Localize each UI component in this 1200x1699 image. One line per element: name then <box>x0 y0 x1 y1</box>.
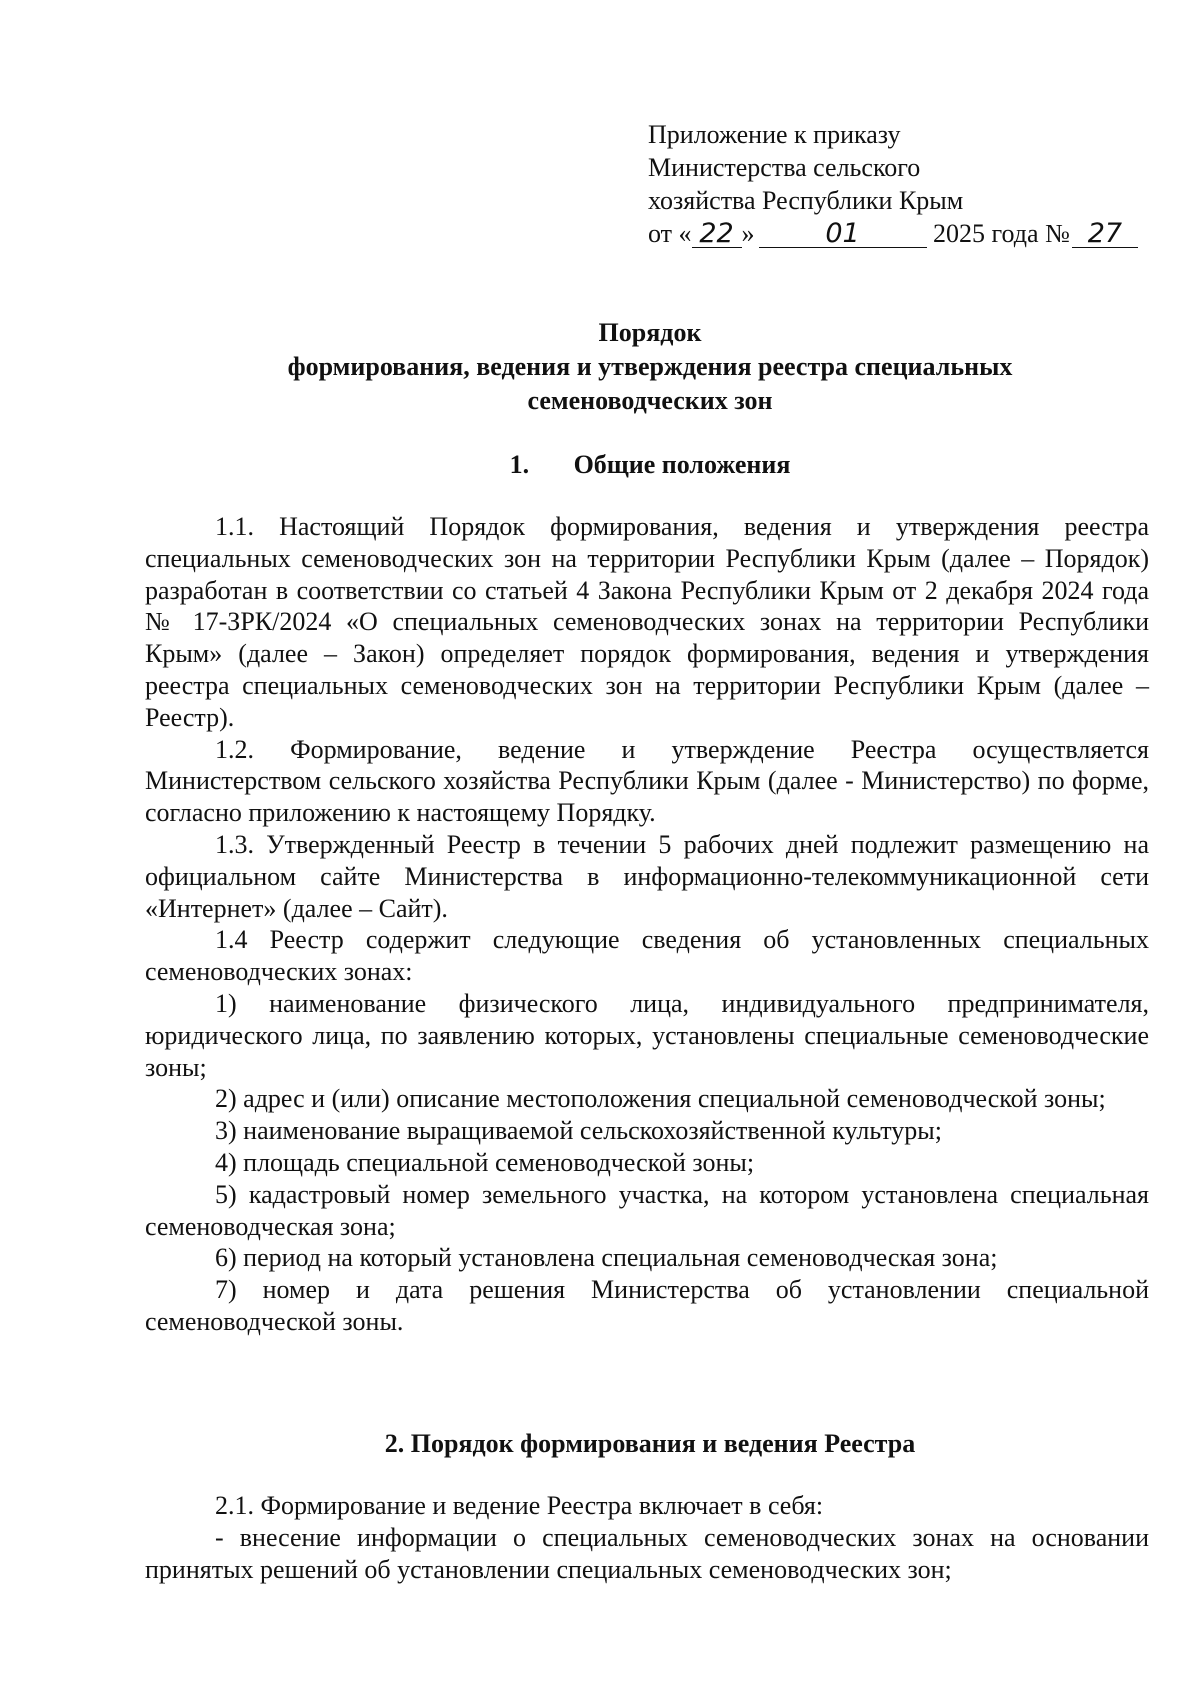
date-day-handwritten: 22 <box>699 218 734 249</box>
date-quote-close: » <box>741 219 755 248</box>
list-item-1: 1) наименование физического лица, индивидуального предпринимателя, юридического лица, по заявлению которых, установлены специальные семеноводческие зоны; <box>145 988 1149 1082</box>
list-item-3: 3) наименование выращиваемой сельскохозяйственной культуры; <box>215 1116 942 1146</box>
section-1-heading <box>140 450 1160 480</box>
title-line-3: семеноводческих зон <box>527 386 773 415</box>
paragraph-2-1-item: - внесение информации о специальных семеноводческих зонах на основании принятых решений об установлении специальных семеноводческих зон; <box>145 1522 1149 1584</box>
paragraph-1-4: 1.4 Реестр содержит следующие сведения об установленных специальных семеноводческих зонах: <box>145 925 1149 987</box>
title-line-1: Порядок <box>598 318 702 347</box>
list-item-2: 2) адрес и (или) описание местоположения специальной семеноводческой зоны; <box>215 1084 1106 1114</box>
paragraph-1-1: 1.1. Настоящий Порядок формирования, ведения и утверждения реестра специальных семеноводческих зон на территории Республики Крым (далее – Порядок) разработан в соответствии со статьей 4 Закона Республики Крым от 2 декабря 2024 года № 17-ЗРК/2024 «О специальных семеноводческих зонах на территории Республики Крым» (далее – Закон) определяет порядок формирования, ведения и утверждения реестра специальных семеноводческих зон на территории Республики Крым (далее – Реестр). <box>145 512 1149 732</box>
paragraph-2-1: 2.1. Формирование и ведение Реестра включает в себя: <box>215 1491 824 1520</box>
section-1-body <box>145 511 1149 1338</box>
section-1-title: Общие положения <box>573 450 791 479</box>
date-year-text: 2025 года № <box>933 219 1070 248</box>
date-month-handwritten: 01 <box>825 218 860 249</box>
approval-date-line <box>648 217 1148 250</box>
section-2-body <box>145 1490 1149 1585</box>
date-prefix: от « <box>648 219 692 248</box>
approval-header <box>648 118 1148 250</box>
paragraph-1-2: 1.2. Формирование, ведение и утверждение Реестра осуществляется Министерством сельского хозяйства Республики Крым (далее - Министерство) по форме, согласно приложению к настоящему Порядку. <box>145 734 1149 828</box>
date-month-field <box>759 218 927 249</box>
approval-line-2: Министерства сельского <box>648 153 921 182</box>
approval-line-1: Приложение к приказу <box>648 120 901 149</box>
order-number-handwritten: 27 <box>1087 218 1123 249</box>
list-item-6: 6) период на который установлена специальная семеноводческая зона; <box>215 1243 998 1273</box>
paragraph-1-3: 1.3. Утвержденный Реестр в течении 5 рабочих дней подлежит размещению на официальном сайте Министерства в информационно-телекоммуникационной сети «Интернет» (далее – Сайт). <box>145 829 1149 923</box>
section-2-heading: 2. Порядок формирования и ведения Реестра <box>384 1429 916 1458</box>
order-number-field <box>1072 218 1138 249</box>
date-day-field <box>692 218 742 249</box>
list-item-5: 5) кадастровый номер земельного участка, на котором установлена специальная семеноводческая зона; <box>145 1179 1149 1241</box>
list-item-4: 4) площадь специальной семеноводческой зоны; <box>215 1147 755 1177</box>
approval-line-3: хозяйства Республики Крым <box>648 186 964 215</box>
list-item-7: 7) номер и дата решения Министерства об установлении специальной семеноводческой зоны. <box>145 1275 1149 1336</box>
title-line-2: формирования, ведения и утверждения реестра специальных <box>287 352 1013 381</box>
section-1-number: 1. <box>509 450 530 479</box>
document-title <box>140 316 1160 418</box>
